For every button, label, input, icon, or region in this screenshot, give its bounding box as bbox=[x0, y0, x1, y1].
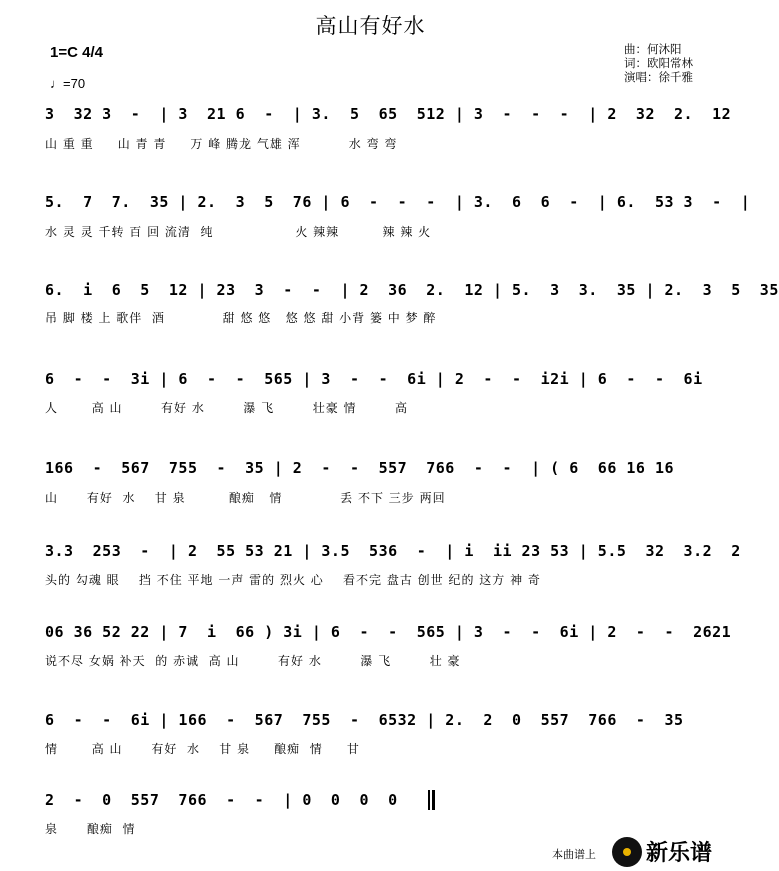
footer-text: 本曲谱上 bbox=[552, 849, 596, 861]
key-signature: 1=C 4/4 bbox=[50, 44, 103, 61]
lyric-row: 情 高 山 有好 水 甘 泉 酿痴 情 甘 bbox=[45, 742, 360, 756]
lyric-row: 人 高 山 有好 水 瀑 飞 壮豪 情 高 bbox=[45, 401, 409, 415]
site-logo bbox=[612, 836, 712, 867]
notation-row: 3.3 253 - | 2 55 53 21 | 3.5 536 - | i ii 23 53 | 5.5 32 3.2 2 bbox=[45, 542, 741, 560]
music-disc-icon bbox=[612, 837, 642, 867]
lyric-row: 水 灵 灵 千转 百 回 流清 纯 火 辣辣 辣 辣 火 bbox=[45, 225, 432, 239]
notation-row: 2 - 0 557 766 - - | 0 0 0 0 bbox=[45, 791, 398, 809]
lyric-row: 山 重 重 山 青 青 万 峰 腾龙 气雄 浑 水 弯 弯 bbox=[45, 137, 398, 151]
notation-row: 6 - - 6i | 166 - 567 755 - 6532 | 2. 2 0 557 766 - 35 bbox=[45, 711, 684, 729]
lyric-row: 说不尽 女娲 补天 的 赤诚 高 山 有好 水 瀑 飞 壮 豪 bbox=[45, 654, 461, 668]
notation-row: 5. 7 7. 35 | 2. 3 5 76 | 6 - - - | 3. 6 6 - | 6. 53 3 - | bbox=[45, 193, 751, 211]
composer-credit: 曲：何沐阳 bbox=[624, 44, 682, 56]
notation-row: 06 36 52 22 | 7 i 66 ) 3i | 6 - - 565 | 3 - - 6i | 2 - - 2621 bbox=[45, 623, 732, 641]
singer-credit: 演唱：徐千雅 bbox=[624, 72, 693, 84]
notation-row: 166 - 567 755 - 35 | 2 - - 557 766 - - | ( 6 66 16 16 bbox=[45, 459, 675, 477]
notation-row: 6 - - 3i | 6 - - 565 | 3 - - 6i | 2 - - i2i | 6 - - 6i bbox=[45, 370, 703, 388]
lyric-row: 山 有好 水 甘 泉 酿痴 情 丢 不下 三步 两回 bbox=[45, 491, 446, 505]
final-barline-thick bbox=[432, 790, 435, 810]
logo-text: 新乐谱 bbox=[646, 840, 713, 865]
notation-row: 3 32 3 - | 3 21 6 - | 3. 5 65 512 | 3 - - - | 2 32 2. 12 bbox=[45, 105, 732, 123]
lyric-row: 头的 勾魂 眼 挡 不住 平地 一声 雷的 烈火 心 看不完 盘古 创世 纪的 这方 神 奇 bbox=[45, 573, 541, 587]
tempo-marking: ♩=70 bbox=[50, 76, 86, 91]
final-barline bbox=[428, 790, 430, 810]
score-title: 高山有好水 bbox=[315, 15, 426, 38]
lyric-row: 泉 酿痴 情 bbox=[45, 822, 136, 836]
lyricist-credit: 词：欧阳常林 bbox=[624, 58, 693, 70]
lyric-row: 吊 脚 楼 上 歌伴 酒 甜 悠 悠 悠 悠 甜 小背 篓 中 梦 醉 bbox=[45, 311, 437, 325]
notation-row: 6. i 6 5 12 | 23 3 - - | 2 36 2. 12 | 5. 3 3. 35 | 2. 3 5 35 bbox=[45, 281, 779, 299]
